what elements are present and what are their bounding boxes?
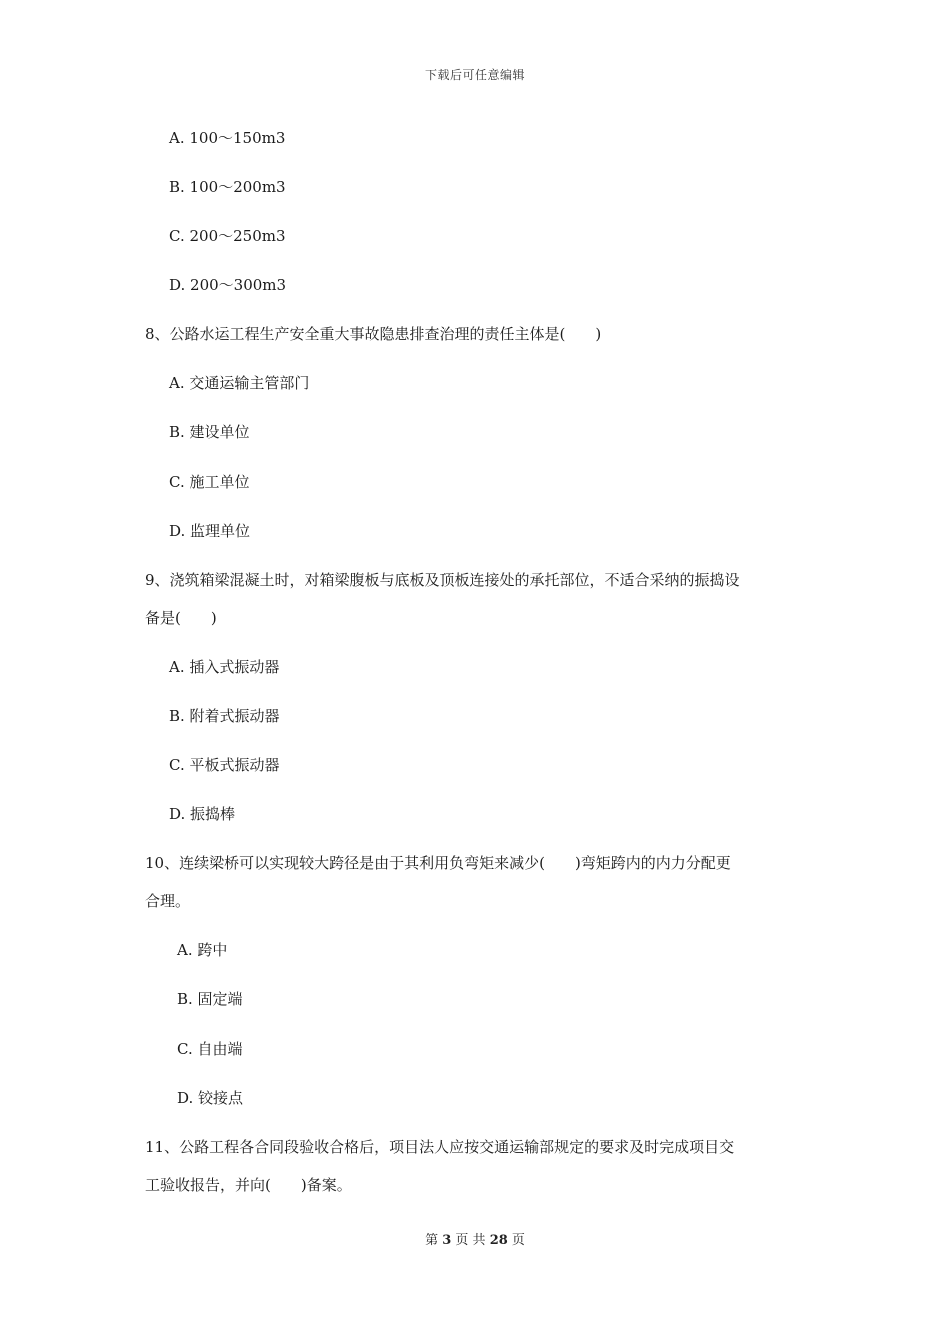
q8-stem: 8、公路水运工程生产安全重大事故隐患排查治理的责任主体是( ) (145, 325, 602, 343)
q10-stem-line1: 10、连续梁桥可以实现较大跨径是由于其利用负弯矩来减少( )弯矩跨内的内力分配更 (145, 854, 731, 872)
q8-option-d: D. 监理单位 (169, 522, 251, 540)
page-footer (0, 1229, 950, 1248)
q10-option-d: D. 铰接点 (177, 1089, 244, 1107)
footer-suffix: 页 (511, 1233, 525, 1248)
q7-option-b: B. 100～200m3 (169, 178, 286, 196)
q7-option-c: C. 200～250m3 (169, 227, 286, 245)
footer-prefix: 第 (425, 1233, 439, 1248)
footer-middle: 页 共 (455, 1233, 486, 1248)
q7-option-a: A. 100～150m3 (169, 129, 286, 147)
q9-stem-line1: 9、浇筑箱梁混凝土时，对箱梁腹板与底板及顶板连接处的承托部位，不适合采纳的振捣设 (145, 571, 740, 589)
q9-option-b: B. 附着式振动器 (169, 707, 280, 725)
q9-option-a: A. 插入式振动器 (169, 658, 280, 676)
q11-stem-line2: 工验收报告，并向( )备案。 (145, 1176, 352, 1194)
q8-option-b: B. 建设单位 (169, 423, 250, 441)
q7-option-d: D. 200～300m3 (169, 276, 287, 294)
page-header: 下载后可任意编辑 (424, 68, 525, 82)
q8-option-a: A. 交通运输主管部门 (169, 374, 310, 392)
footer-total-pages: 28 (489, 1233, 508, 1248)
q10-option-c: C. 自由端 (177, 1040, 243, 1058)
q10-option-a: A. 跨中 (177, 941, 228, 959)
q11-stem-line1: 11、公路工程各合同段验收合格后，项目法人应按交通运输部规定的要求及时完成项目交 (145, 1138, 735, 1156)
q8-option-c: C. 施工单位 (169, 473, 250, 491)
q10-stem-line2: 合理。 (145, 892, 191, 910)
footer-page-number: 3 (442, 1233, 452, 1248)
q9-option-d: D. 振捣棒 (169, 805, 236, 823)
q9-option-c: C. 平板式振动器 (169, 756, 280, 774)
q9-stem-line2: 备是( ) (145, 609, 217, 627)
q10-option-b: B. 固定端 (177, 990, 243, 1008)
